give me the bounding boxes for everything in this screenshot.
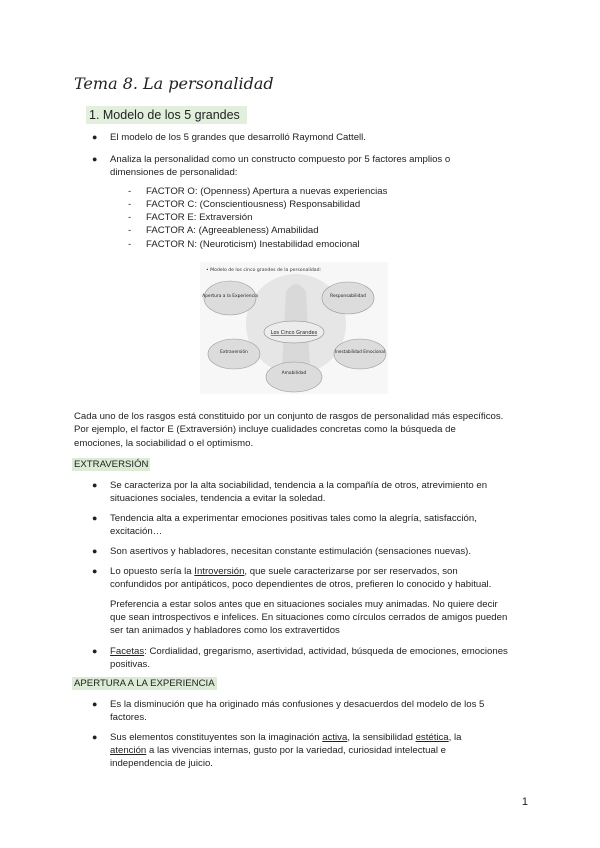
extra-b4-l1: Lo opuesto sería la Introversión, que suele caracterizarse por ser reservados, son <box>110 566 458 577</box>
bullet-dot: ● <box>92 154 98 164</box>
introversion-term: Introversión <box>194 566 245 577</box>
extra-b5-l2: positivas. <box>110 659 150 670</box>
node-inestabilidad: Inestabilidad Emocional <box>335 349 385 354</box>
factor-n: FACTOR N: (Neuroticism) Inestabilidad emocional <box>146 239 360 250</box>
factor-o: FACTOR O: (Openness) Apertura a nuevas experiencias <box>146 186 388 197</box>
facetas-term: Facetas <box>110 646 145 657</box>
apertura-b2-l2: atención a las vivencias internas, gusto por la variedad, curiosidad intelectual e <box>110 745 446 756</box>
apertura-b2-l3: independencia de juicio. <box>110 758 213 769</box>
para1-line3: emociones, la sociabilidad o el optimismo. <box>74 438 254 449</box>
dash: - <box>128 199 132 210</box>
page-number: 1 <box>521 796 528 808</box>
extra-b2-l2: excitación… <box>110 526 163 537</box>
dash: - <box>128 186 132 197</box>
page-title: Tema 8. La personalidad <box>74 74 274 93</box>
dash: - <box>128 225 132 236</box>
big-five-diagram <box>200 262 388 394</box>
intro-bullet-2-cont: dimensiones de personalidad: <box>110 167 238 178</box>
node-apertura: Apertura a la Experiencia <box>202 294 258 299</box>
bullet-dot: ● <box>92 566 98 576</box>
extra-b1-l2: situaciones sociales, tendencia a evitar la soledad. <box>110 493 326 504</box>
para1-line1: Cada uno de los rasgos está constituido por un conjunto de rasgos de personalidad más específicos. <box>74 411 504 422</box>
extraversion-heading: EXTRAVERSIÓN <box>74 459 149 470</box>
dash: - <box>128 212 132 223</box>
extra-p-l1: Preferencia a estar solos antes que en situaciones sociales muy animadas. No quiere decir <box>110 599 498 610</box>
diagram-heading: • Modelo de los cinco grandes de la personalidad: <box>206 268 322 273</box>
dash: - <box>128 239 132 250</box>
bullet-dot: ● <box>92 132 98 142</box>
node-amabilidad: Amabilidad <box>281 371 307 376</box>
apertura-b1-l1: Es la disminución que ha originado más confusiones y desacuerdos del modelo de los 5 <box>110 699 485 710</box>
bullet-dot: ● <box>92 699 98 709</box>
bullet-dot: ● <box>92 480 98 490</box>
intro-bullet-2: Analiza la personalidad como un constructo compuesto por 5 factores amplios o <box>110 154 451 165</box>
bullet-dot: ● <box>92 646 98 656</box>
factor-a: FACTOR A: (Agreeableness) Amabilidad <box>146 225 319 236</box>
factor-e: FACTOR E: Extraversión <box>146 212 253 223</box>
section-heading-1: 1. Modelo de los 5 grandes <box>86 106 247 124</box>
intro-bullet-1: El modelo de los 5 grandes que desarrolló Raymond Cattell. <box>110 132 366 143</box>
extra-b1-l1: Se caracteriza por la alta sociabilidad, tendencia a la compañía de otros, atrevimiento en <box>110 480 488 491</box>
extra-p-l2: que sean introspectivos e infelices. En situaciones como círculos cerrados de amigos pueden <box>110 612 508 623</box>
bullet-dot: ● <box>92 513 98 523</box>
node-responsabilidad: Responsabilidad <box>330 294 366 299</box>
factor-c: FACTOR C: (Conscientiousness) Responsabilidad <box>146 199 361 210</box>
extra-b3: Son asertivos y habladores, necesitan constante estimulación (sensaciones nuevas). <box>110 546 472 557</box>
node-center: Los Cinco Grandes <box>270 330 318 336</box>
node-extraversion: Extraversión <box>220 350 248 355</box>
apertura-b2-l1: Sus elementos constituyentes son la imaginación activa, la sensibilidad estética, la <box>110 732 462 743</box>
bullet-dot: ● <box>92 546 98 556</box>
extra-p-l3: ser tan animados y habladores como los extravertidos <box>110 625 340 636</box>
extra-b2-l1: Tendencia alta a experimentar emociones positivas tales como la alegría, satisfacción, <box>110 513 477 524</box>
para1-line2: Por ejemplo, el factor E (Extraversión) incluye cualidades concretas como la búsqueda de <box>74 424 456 435</box>
bullet-dot: ● <box>92 732 98 742</box>
extra-b5-l1: Facetas: Cordialidad, gregarismo, asertividad, actividad, búsqueda de emociones, emociones <box>110 646 508 657</box>
apertura-b1-l2: factores. <box>110 712 147 723</box>
apertura-heading: APERTURA A LA EXPERIENCIA <box>74 678 215 689</box>
extra-b4-l2: confundidos por antipáticos, poco dependientes de otros, prefieren lo conocido y habitual. <box>110 579 492 590</box>
